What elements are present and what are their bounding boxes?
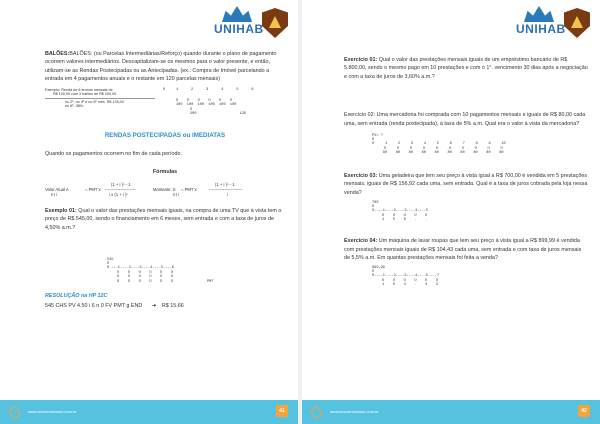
example-arrows-2: Ü [190,107,193,112]
resolution-result: R$ 15,66 [161,303,184,310]
formula-left-label: Valor Atual A [45,186,69,192]
formula-left-mult: = PMT x [85,186,101,192]
diagram3-arrows-2: 1 5 6 . . [382,218,428,223]
exercise-03: Exercício 03: Uma geladeira que tem seu preço à vista igual a R$ 700,00 é vendida em 5 prestações mensais, iguais de R$ 156,92 cada uma, sem entrada. Qual é a taxa de juros cobrada pela loja nessa venda? [344,173,588,196]
diagram4-arrows: Ü Ü Ü Ü Ü Ü [382,278,439,283]
diagram3-top: 700 [372,201,379,206]
logo-text: UNIHAB [516,22,566,36]
example-schedule [45,88,285,128]
cash-flow-diagram-4 [344,266,588,296]
formula-left-sub: n⌉ i [51,191,58,197]
example-periods: 0 1 2 3 4 5 6 [163,87,254,92]
diagram1-arrow: Ü [107,262,110,267]
diagram2-arrow: Ü [372,138,375,143]
shield-logo-icon [564,8,590,38]
unihab-logo [200,6,288,44]
example-line-3: no 2º, no 4º e no 6º mês. R$ 135,00 [65,99,124,104]
diagram4-axis: 0----1----2----3----4----5----? [372,274,439,279]
exercise-04: Exercício 04: Um máquina de lavar roupas que tem seu preço à vista igual a R$ 899,99 é vendida com prestações mensais iguais de R$ 104,43 cada uma, sem entrada e com taxa de juros mensais de 5,5% a.m. Em quantas prestações mensais foi feita a venda? [344,238,582,262]
example-values: 100 100 100 100 100 100 [176,103,237,108]
page-number: 42 [578,405,590,417]
example-line-1: Exemplo: Renda de 6 termos mensais de [45,87,113,92]
diagram3-arrows: Ü Ü Ü Ü Ü [382,213,428,218]
example-arrows: Ü Ü Ü Ü Ü Ü [176,98,233,103]
pencil-icon [310,405,323,419]
example-01: Exemplo 01: Qual o valor das prestações mensais iguais, na compra de uma TV que à vista tem o preço de R$ 545,00, sendo o financiamento em 6 meses, sem entrada e com a taxa de juros de 4,50% a.m.? [45,207,282,231]
page-number: 41 [276,405,288,417]
diagram1-pmt: PMT [207,279,214,284]
formula-left-bar: ---------------------- [105,186,136,192]
cash-flow-diagram-3 [344,201,588,231]
right-page [302,0,600,424]
exercise-01: Exercício 01: Qual o valor das prestações mensais iguais de um empréstimo bancário de R$ 5.800,00, sendo o mesmo pago em 10 prestações e com o 1°. vencimento 30 dias após a negociação e com a taxa de juros de 3,60% a.m.? [344,57,588,80]
diagram1-arrows: Ü Ü Ü Ü Ü Ü [117,270,174,275]
formulas-title: Fórmulas [152,169,178,176]
footer-url[interactable]: www.seuvendnosso.com.br [28,409,77,414]
baloes-paragraph: BALÕES:BALÕES: (ou Parcelas Intermediárias/Reforço) quando durante o plano de pagamento ocorrem valores intermediários. Descapitalizam-se os mesmos para o valor presente, e então, utilizam-se as Rendas Postecipadas ou as Antecipadas. (ex.: Compra de Imóvel parcelando a entrada em 4 pagamentos anuais e o restante em 120 parcelas mensais) [45,51,277,83]
example-line-2: R$ 100,00 com 3 balões de R$ 200,00 [53,92,117,97]
diagram2-pv: PV= ? [372,134,383,139]
right-footer [302,400,600,424]
left-content [45,50,285,311]
diagram2-axis: 0 1 2 3 4 5 6 7 8 9 10 [372,142,506,147]
unihab-logo [502,6,590,44]
diagram3-axis: 0----1----2----3----4----5 [372,209,429,214]
exercise-02: Exercício 02: Uma mercadoria foi comprada com 10 pagamentos mensais e iguais de R$ 80,00 cada uma, sem entrada (renda postecipada), à taxa de 5% a.m. Qual era o valor à vista da mercadoria? [344,112,586,127]
left-page [0,0,298,424]
diagram4-arrows-2: 1 0 4 . 4 3 [382,283,439,288]
diagram2-arrows: Ü Ü Ü Ü Ü Ü Ü Ü Ü Ü [384,146,503,151]
diagram3-arrow: Ü [372,205,375,210]
formula-right-den: i [227,191,228,197]
logo-text: UNIHAB [214,22,264,36]
cash-flow-diagram-1 [45,258,285,290]
resolution-line: 545 CHS PV 4.50 i 6 n 0 FV PMT g END ➔ R$ 15,66 [45,303,184,310]
arrow-right-icon: ➔ [151,303,157,310]
formula-right-num: (1 + i )ⁿ - 1 [215,181,235,187]
diagram4-arrow: Ü [372,270,375,275]
diagram1-axis: 0----1----2----3----4----5----6 [107,266,174,271]
diagram1-top: 545 [107,258,114,263]
intro-paragraph: Quando os pagamentos ocorrem no fim de cada período. [45,151,182,158]
shield-logo-icon [262,8,288,38]
cash-flow-diagram-2 [344,134,588,164]
formulas-block [45,179,285,205]
diagram1-arrows-2: Ü Ü Ü Ü Ü Ü [117,275,174,280]
formula-left-den: i x (1 + i )ⁿ [109,191,128,197]
pencil-icon [8,405,21,419]
left-footer [0,400,298,424]
resolution-title: RESOLUÇÃO na HP 12C [45,293,108,300]
roof-logo-icon [222,6,252,22]
example-extra: 200 135 [190,112,247,117]
formula-left-num: (1 + i )ⁿ - 1 [111,181,131,187]
formula-right-bar: ------------------------ [209,186,243,192]
section-title: RENDAS POSTECIPADAS ou IMEDIATAS [104,131,226,139]
example-rule [45,98,155,99]
formula-right-mult: = PMT x [181,186,197,192]
example-line-4: no 6º. 38%. [65,104,84,109]
formula-right-sub: n⌉ i [173,191,180,197]
roof-logo-icon [524,6,554,22]
diagram4-top: 899,99 [372,266,385,271]
right-content [344,50,588,296]
diagram1-arrows-3: Ü Ü Ü Ü Ü Ü [117,279,174,284]
formula-right-label: Montante: S [153,186,176,192]
footer-url[interactable]: www.seuvendnosso.com.br [330,409,379,414]
diagram2-values: 80 80 80 80 80 80 80 80 80 80 [372,151,504,156]
